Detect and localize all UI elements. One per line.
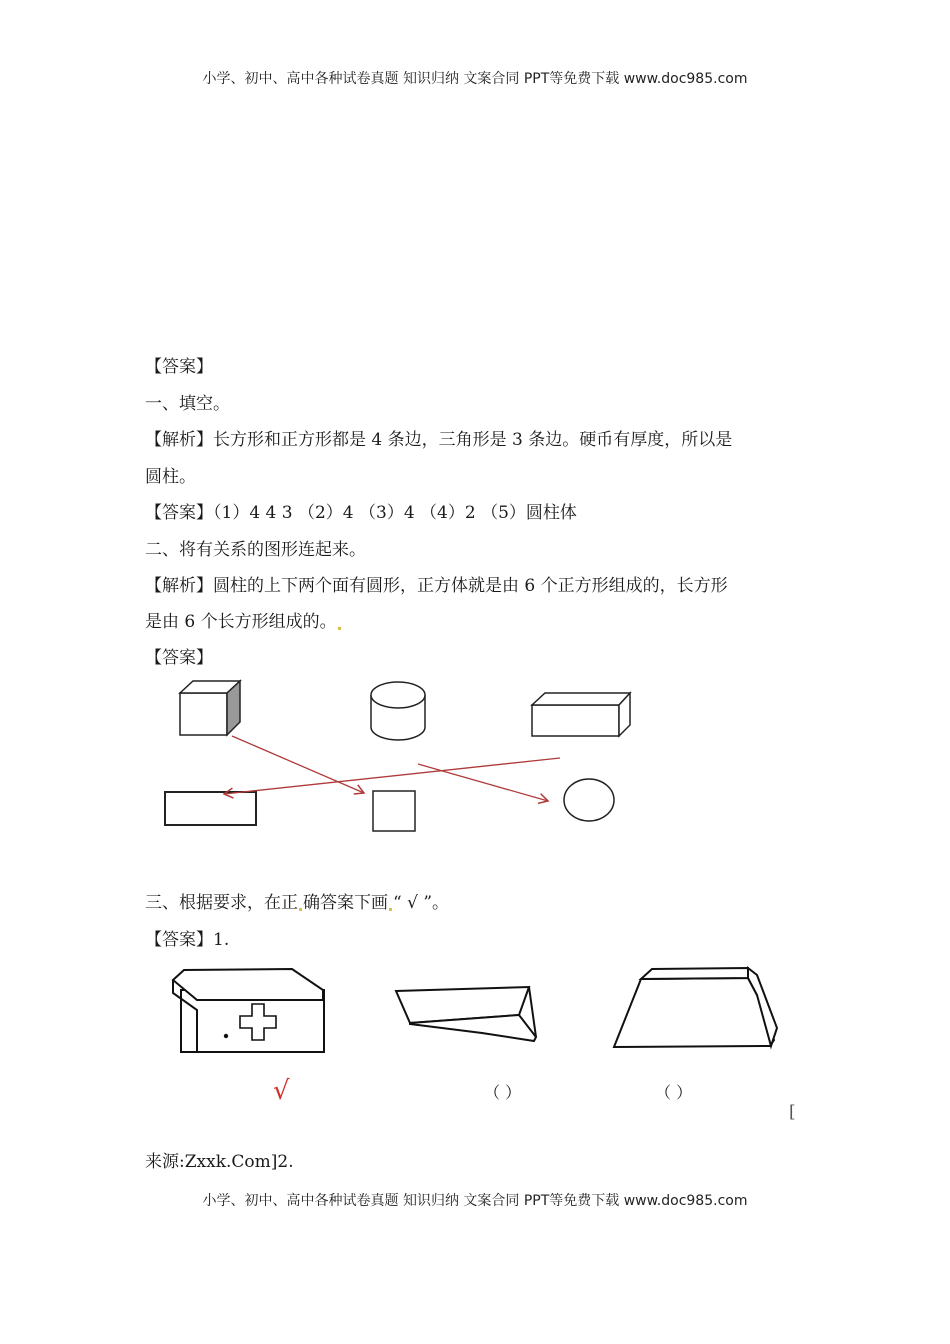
answer-blank-2: （ ） bbox=[484, 1083, 522, 1102]
answer-blank-3: （ ） bbox=[655, 1083, 693, 1102]
answer-1: 【答案】（1）4 4 3 （2）4 （3）4 （4）2 （5）圆柱体 bbox=[145, 503, 577, 523]
analysis-2-line1: 【解析】圆柱的上下两个面有圆形，正方体就是由 6 个正方形组成的，长方形 bbox=[145, 576, 728, 596]
section-1-title: 一、填空。 bbox=[145, 394, 230, 414]
analysis-1-line1: 【解析】长方形和正方形都是 4 条边，三角形是 3 条边。硬币有厚度，所以是 bbox=[145, 430, 733, 450]
trapezoid-prism-drawing bbox=[614, 968, 777, 1047]
section-2-title: 二、将有关系的图形连起来。 bbox=[145, 540, 366, 560]
source-line: 来源:Zxxk.Com]2. bbox=[145, 1152, 294, 1172]
page-footer: 小学、初中、高中各种试卷真题 知识归纳 文案合同 PPT等免费下载 www.doc985.com bbox=[202, 1193, 748, 1209]
answer-label-3: 【答案】1. bbox=[145, 930, 230, 950]
analysis-2-line2: 是由 6 个长方形组成的。 bbox=[145, 607, 342, 632]
first-aid-box-drawing bbox=[173, 969, 324, 1052]
page-header: 小学、初中、高中各种试卷真题 知识归纳 文案合同 PPT等免费下载 www.doc985.com bbox=[202, 71, 748, 87]
tilted-block-drawing bbox=[396, 987, 536, 1041]
check-mark: √ bbox=[273, 1076, 290, 1106]
answer-label-1: 【答案】 bbox=[145, 357, 213, 377]
section-3-title: 三、根据要求，在正 确答案下画 “ √ ”。 bbox=[145, 893, 450, 913]
answer-label-2: 【答案】 bbox=[145, 648, 213, 668]
analysis-1-line2: 圆柱。 bbox=[145, 467, 196, 487]
source-bracket: [ bbox=[789, 1102, 796, 1122]
